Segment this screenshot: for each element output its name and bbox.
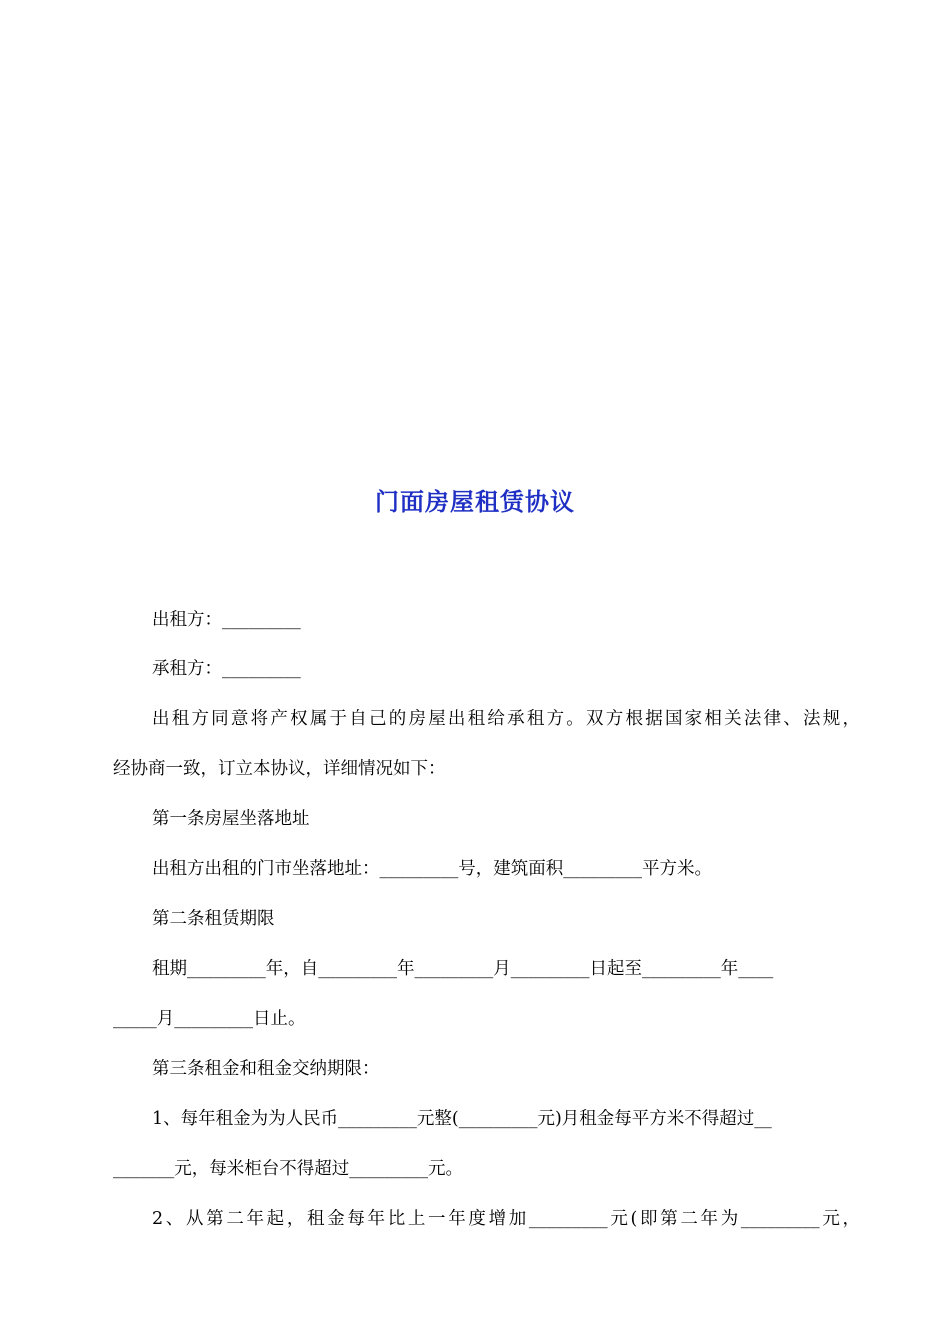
- article-3-item-2-line-1: 2、从第二年起，租金每年比上一年度增加_________元(即第二年为_________元，: [152, 1209, 860, 1229]
- article-2-term-line-2: _____月_________日止。: [113, 1009, 306, 1029]
- article-1-address: 出租方出租的门市坐落地址：_________号，建筑面积_________平方米。: [152, 859, 712, 879]
- article-3-item-1-line-1: 1、每年租金为为人民币_________元整(_________元)月租金每平方米不得超过__: [152, 1109, 772, 1129]
- lessee-line: 承租方：_________: [152, 659, 301, 679]
- article-3-item-1-line-2: _______元，每米柜台不得超过_________元。: [113, 1159, 463, 1179]
- intro-paragraph-line-2: 经协商一致，订立本协议，详细情况如下：: [113, 759, 446, 779]
- document-title: 门面房屋租赁协议: [375, 487, 575, 516]
- article-2-heading: 第二条租赁期限: [152, 909, 275, 929]
- intro-paragraph-line-1: 出租方同意将产权属于自己的房屋出租给承租方。双方根据国家相关法律、法规，: [152, 709, 860, 729]
- article-3-heading: 第三条租金和租金交纳期限：: [152, 1059, 380, 1079]
- article-2-term-line-1: 租期_________年，自_________年_________月_________日起至_________年____: [152, 959, 774, 979]
- lessor-line: 出租方：_________: [152, 610, 301, 630]
- article-1-heading: 第一条房屋坐落地址: [152, 809, 310, 829]
